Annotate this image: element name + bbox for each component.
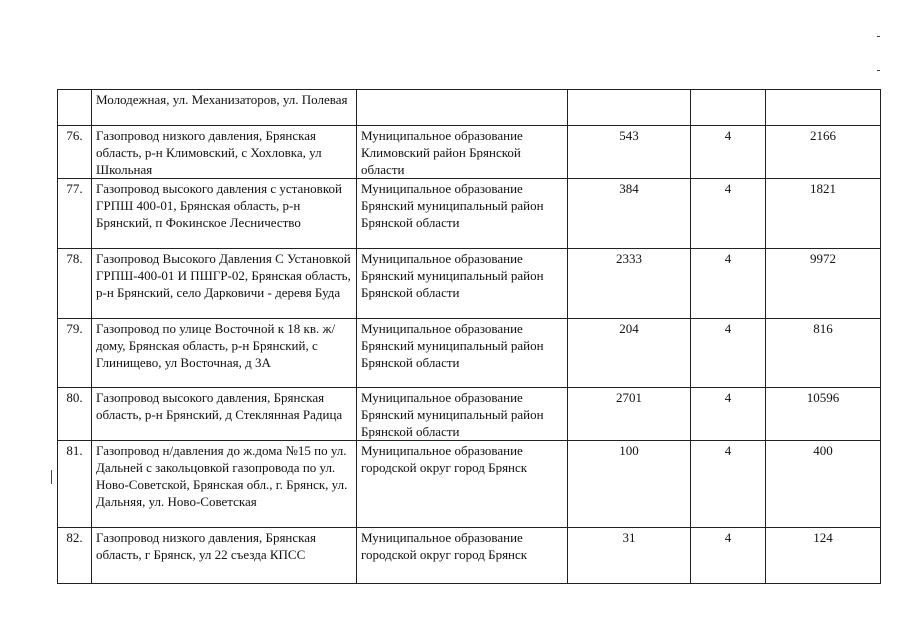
owner-name: Муниципальное образование городской округ город Брянск <box>357 441 568 528</box>
object-name: Газопровод низкого давления, Брянская область, г Брянск, ул 22 съезда КПСС <box>92 528 357 584</box>
length-value: 31 <box>568 528 691 584</box>
object-name: Газопровод по улице Восточной к 18 кв. ж/дому, Брянская область, р-н Брянский, с Глинищево, ул Восточная, д 3А <box>92 319 357 388</box>
scan-mark <box>877 36 880 37</box>
volume-value: 10596 <box>766 388 881 441</box>
owner-name: Муниципальное образование Брянский муниципальный район Брянской области <box>357 319 568 388</box>
table-row <box>58 90 881 126</box>
table-row <box>58 179 881 249</box>
object-name: Газопровод высокого давления с установкой ГРПШ 400-01, Брянская область, р-н Брянский, п Фокинское Лесничество <box>92 179 357 249</box>
scan-mark <box>51 470 52 484</box>
category-value: 4 <box>691 528 766 584</box>
length-value: 384 <box>568 179 691 249</box>
owner-name: Муниципальное образование Брянский муниципальный район Брянской области <box>357 249 568 319</box>
volume-value: 816 <box>766 319 881 388</box>
row-number: 81. <box>58 441 92 528</box>
object-name: Газопровод н/давления до ж.дома №15 по ул. Дальней с закольцовкой газопровода по ул. Ново-Советской, Брянская обл., г. Брянск, ул. Дальняя, ул. Ново-Советская <box>92 441 357 528</box>
table-row <box>58 249 881 319</box>
row-number: 82. <box>58 528 92 584</box>
length-value: 100 <box>568 441 691 528</box>
row-number: 76. <box>58 126 92 179</box>
table-row <box>58 126 881 179</box>
table-row <box>58 528 881 584</box>
owner-name: Муниципальное образование Климовский район Брянской области <box>357 126 568 179</box>
table-row <box>58 319 881 388</box>
row-number: 80. <box>58 388 92 441</box>
object-name: Газопровод Высокого Давления С Установкой ГРПШ-400-01 И ПШГР-02, Брянская область, р-н Брянский, село Дарковичи - деревя Буда <box>92 249 357 319</box>
category-value <box>691 90 766 126</box>
length-value <box>568 90 691 126</box>
object-name: Газопровод высокого давления, Брянская область, р-н Брянский, д Стеклянная Радица <box>92 388 357 441</box>
volume-value: 400 <box>766 441 881 528</box>
category-value: 4 <box>691 249 766 319</box>
volume-value: 2166 <box>766 126 881 179</box>
category-value: 4 <box>691 126 766 179</box>
scan-mark <box>877 70 880 71</box>
owner-name <box>357 90 568 126</box>
owner-name: Муниципальное образование Брянский муниципальный район Брянской области <box>357 388 568 441</box>
volume-value: 9972 <box>766 249 881 319</box>
owner-name: Муниципальное образование Брянский муниципальный район Брянской области <box>357 179 568 249</box>
object-name: Молодежная, ул. Механизаторов, ул. Полевая <box>92 90 357 126</box>
category-value: 4 <box>691 319 766 388</box>
table-row <box>58 388 881 441</box>
table-row <box>58 441 881 528</box>
volume-value: 124 <box>766 528 881 584</box>
length-value: 543 <box>568 126 691 179</box>
row-number <box>58 90 92 126</box>
row-number: 77. <box>58 179 92 249</box>
category-value: 4 <box>691 441 766 528</box>
gas-pipeline-table <box>57 89 881 584</box>
row-number: 78. <box>58 249 92 319</box>
length-value: 204 <box>568 319 691 388</box>
owner-name: Муниципальное образование городской округ город Брянск <box>357 528 568 584</box>
length-value: 2701 <box>568 388 691 441</box>
category-value: 4 <box>691 179 766 249</box>
volume-value: 1821 <box>766 179 881 249</box>
row-number: 79. <box>58 319 92 388</box>
length-value: 2333 <box>568 249 691 319</box>
category-value: 4 <box>691 388 766 441</box>
volume-value <box>766 90 881 126</box>
object-name: Газопровод низкого давления, Брянская область, р-н Климовский, с Хохловка, ул Школьная <box>92 126 357 179</box>
